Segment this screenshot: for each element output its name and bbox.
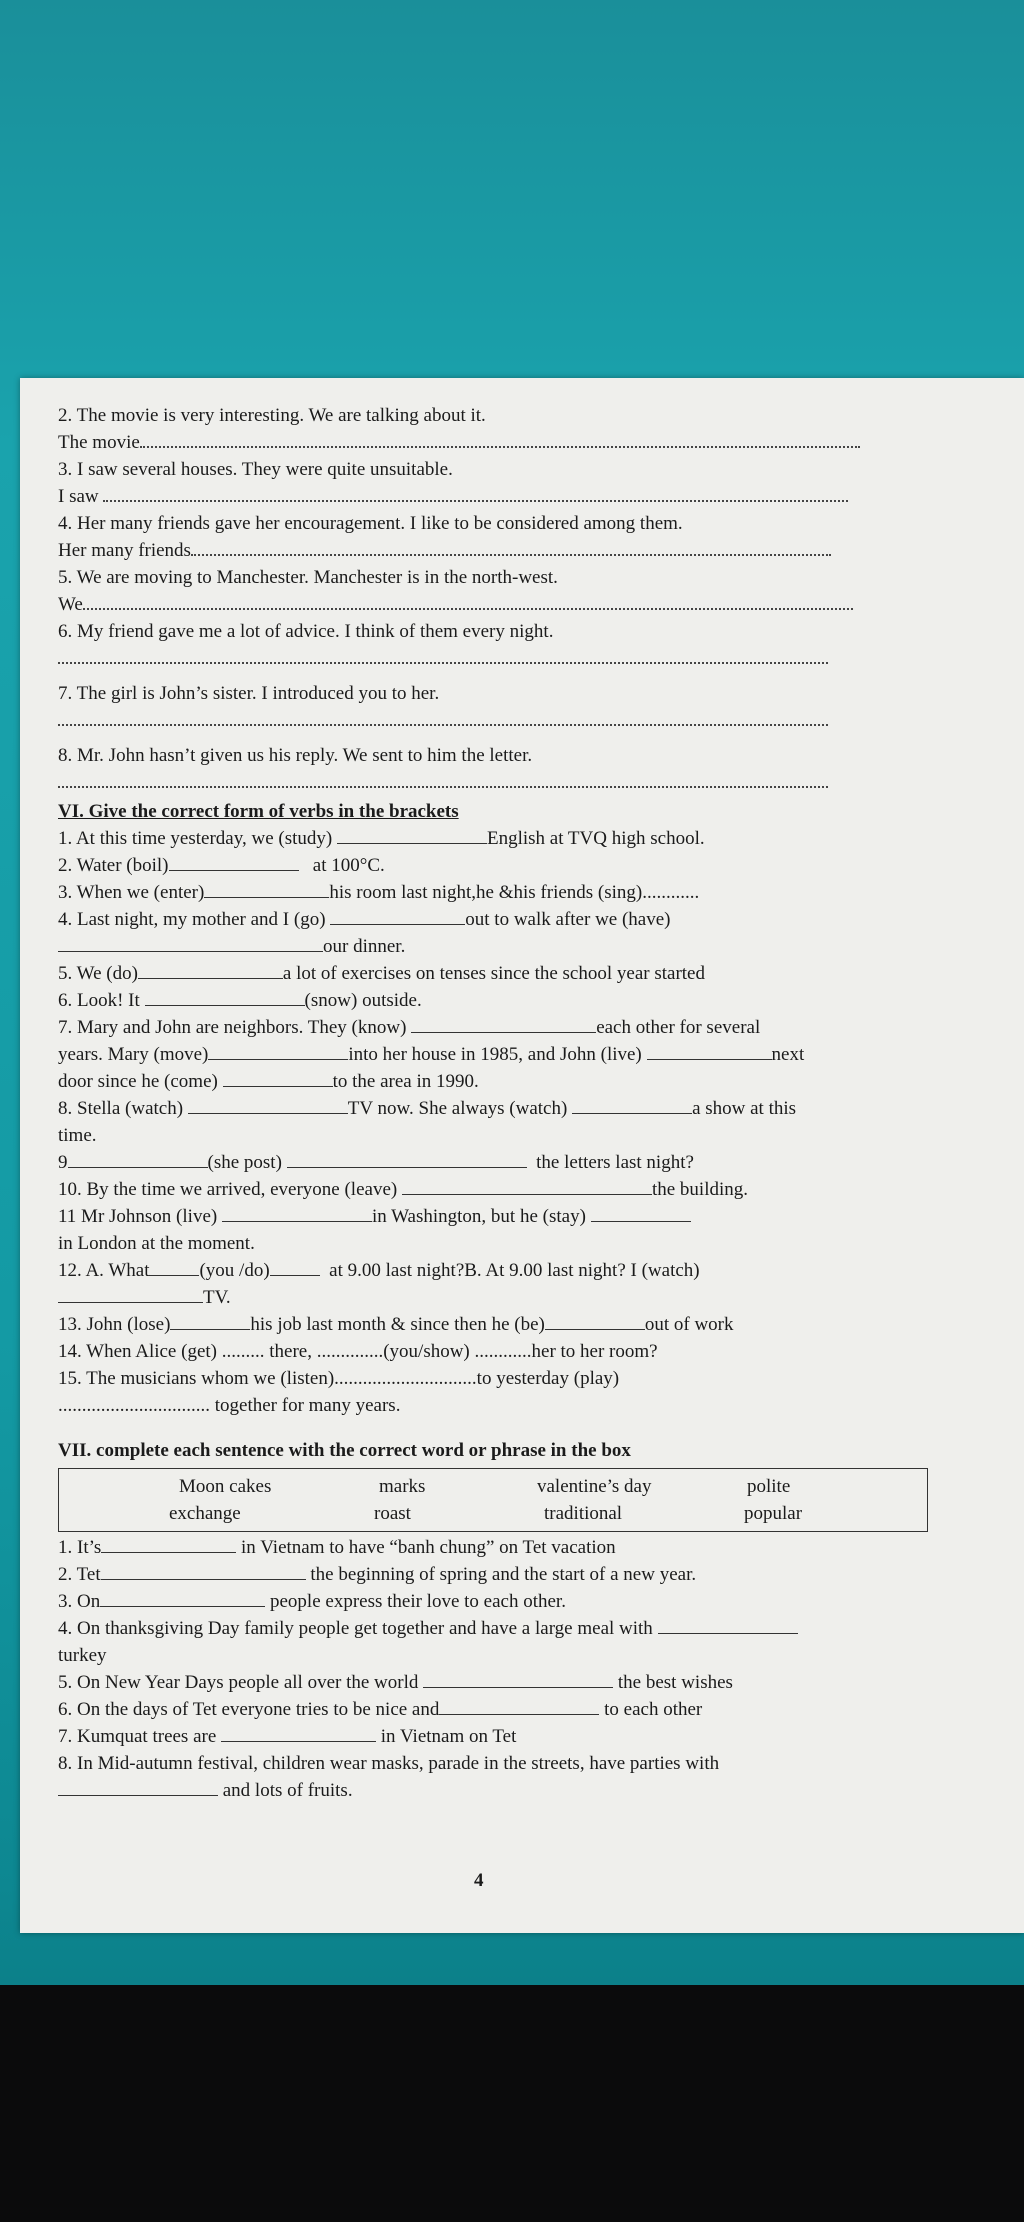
section-vii-title: VII. complete each sentence with the correct word or phrase in the box [58,1440,631,1461]
answer-line-7 [58,707,958,734]
verb-q8-cont: time. [58,1125,97,1146]
verb-q2: 2. Water (boil) at 100°C. [58,855,385,876]
sentence-8: 8. In Mid-autumn festival, children wear masks, parade in the streets, have parties with [58,1753,720,1774]
question-2: 2. The movie is very interesting. We are talking about it. [58,405,486,426]
dark-background [0,1985,1024,2222]
sentence-5: 5. On New Year Days people all over the world the best wishes [58,1672,733,1693]
verb-q8: 8. Stella (watch) TV now. She always (watch) a show at this [58,1098,797,1119]
verb-q13: 13. John (lose) his job last month & since then he (be) out of work [58,1314,734,1335]
answer-line-2: The movie [58,429,958,456]
verb-q3: 3. When we (enter) his room last night,he &his friends (sing)............ [58,882,700,903]
answer-line-3: I saw [58,483,958,510]
verb-q7-cont: years. Mary (move) into her house in 1985, and John (live) next [58,1044,805,1065]
word-exchange: exchange [169,1503,241,1524]
word-valentines-day: valentine’s day [537,1476,652,1497]
answer-line-8 [58,769,958,796]
word-traditional: traditional [544,1503,623,1524]
verb-q10: 10. By the time we arrived, everyone (leave) the building. [58,1179,749,1200]
word-popular: popular [744,1503,803,1524]
sentence-1: 1. It’s in Vietnam to have “banh chung” on Tet vacation [58,1537,616,1558]
answer-line-5: We [58,591,958,618]
worksheet-page [20,378,1024,1933]
word-moon-cakes: Moon cakes [179,1476,272,1497]
verb-q4-cont: our dinner. [58,933,958,960]
section-vi-title: VI. Give the correct form of verbs in the brackets [58,801,459,822]
answer-line-6 [58,645,958,672]
sentence-8-cont: and lots of fruits. [58,1777,958,1804]
question-5: 5. We are moving to Manchester. Manchester is in the north-west. [58,567,558,588]
word-polite: polite [747,1476,791,1497]
verb-q5: 5. We (do) a lot of exercises on tenses since the school year started [58,963,705,984]
verb-q12: 12. A. What (you /do) at 9.00 last night?B. At 9.00 last night? I (watch) [58,1260,700,1281]
word-box-exercise [58,1534,958,1804]
verb-q11: 11 Mr Johnson (live) in Washington, but he (stay) [58,1203,958,1230]
verb-q15: 15. The musicians whom we (listen)..............................to yesterday (play) [58,1368,620,1389]
question-6: 6. My friend gave me a lot of advice. I think of them every night. [58,621,554,642]
verb-q4: 4. Last night, my mother and I (go) out to walk after we (have) [58,909,671,930]
sentence-4: 4. On thanksgiving Day family people get together and have a large meal with [58,1615,958,1642]
rewrite-exercise [58,402,958,796]
verb-q7: 7. Mary and John are neighbors. They (know) each other for several [58,1017,761,1038]
verb-q12-cont: TV. [58,1284,958,1311]
question-8: 8. Mr. John hasn’t given us his reply. We sent to him the letter. [58,745,533,766]
question-4: 4. Her many friends gave her encouragement. I like to be considered among them. [58,513,683,534]
question-3: 3. I saw several houses. They were quite unsuitable. [58,459,453,480]
sentence-2: 2. Tet the beginning of spring and the start of a new year. [58,1564,697,1585]
word-marks: marks [379,1476,426,1497]
sentence-6: 6. On the days of Tet everyone tries to be nice and to each other [58,1699,703,1720]
verb-q6: 6. Look! It (snow) outside. [58,990,422,1011]
verb-q7-cont2: door since he (come) to the area in 1990. [58,1071,479,1092]
verb-q1: 1. At this time yesterday, we (study) English at TVQ high school. [58,828,705,849]
verb-q14: 14. When Alice (get) ......... there, ..............(you/show) ............her to her room? [58,1341,658,1362]
word-roast: roast [374,1503,411,1524]
verb-form-exercise [58,825,958,1419]
word-box [58,1468,928,1532]
page-number: 4 [474,1870,484,1891]
sentence-4-cont: turkey [58,1645,107,1666]
answer-line-4: Her many friends [58,537,958,564]
worksheet-content [58,402,958,1804]
verb-q9: 9 (she post) the letters last night? [58,1152,694,1173]
verb-q15-cont: ................................ together for many years. [58,1395,401,1416]
question-7: 7. The girl is John’s sister. I introduced you to her. [58,683,440,704]
sentence-7: 7. Kumquat trees are in Vietnam on Tet [58,1726,517,1747]
sentence-3: 3. On people express their love to each other. [58,1591,566,1612]
verb-q11-cont: in London at the moment. [58,1233,255,1254]
